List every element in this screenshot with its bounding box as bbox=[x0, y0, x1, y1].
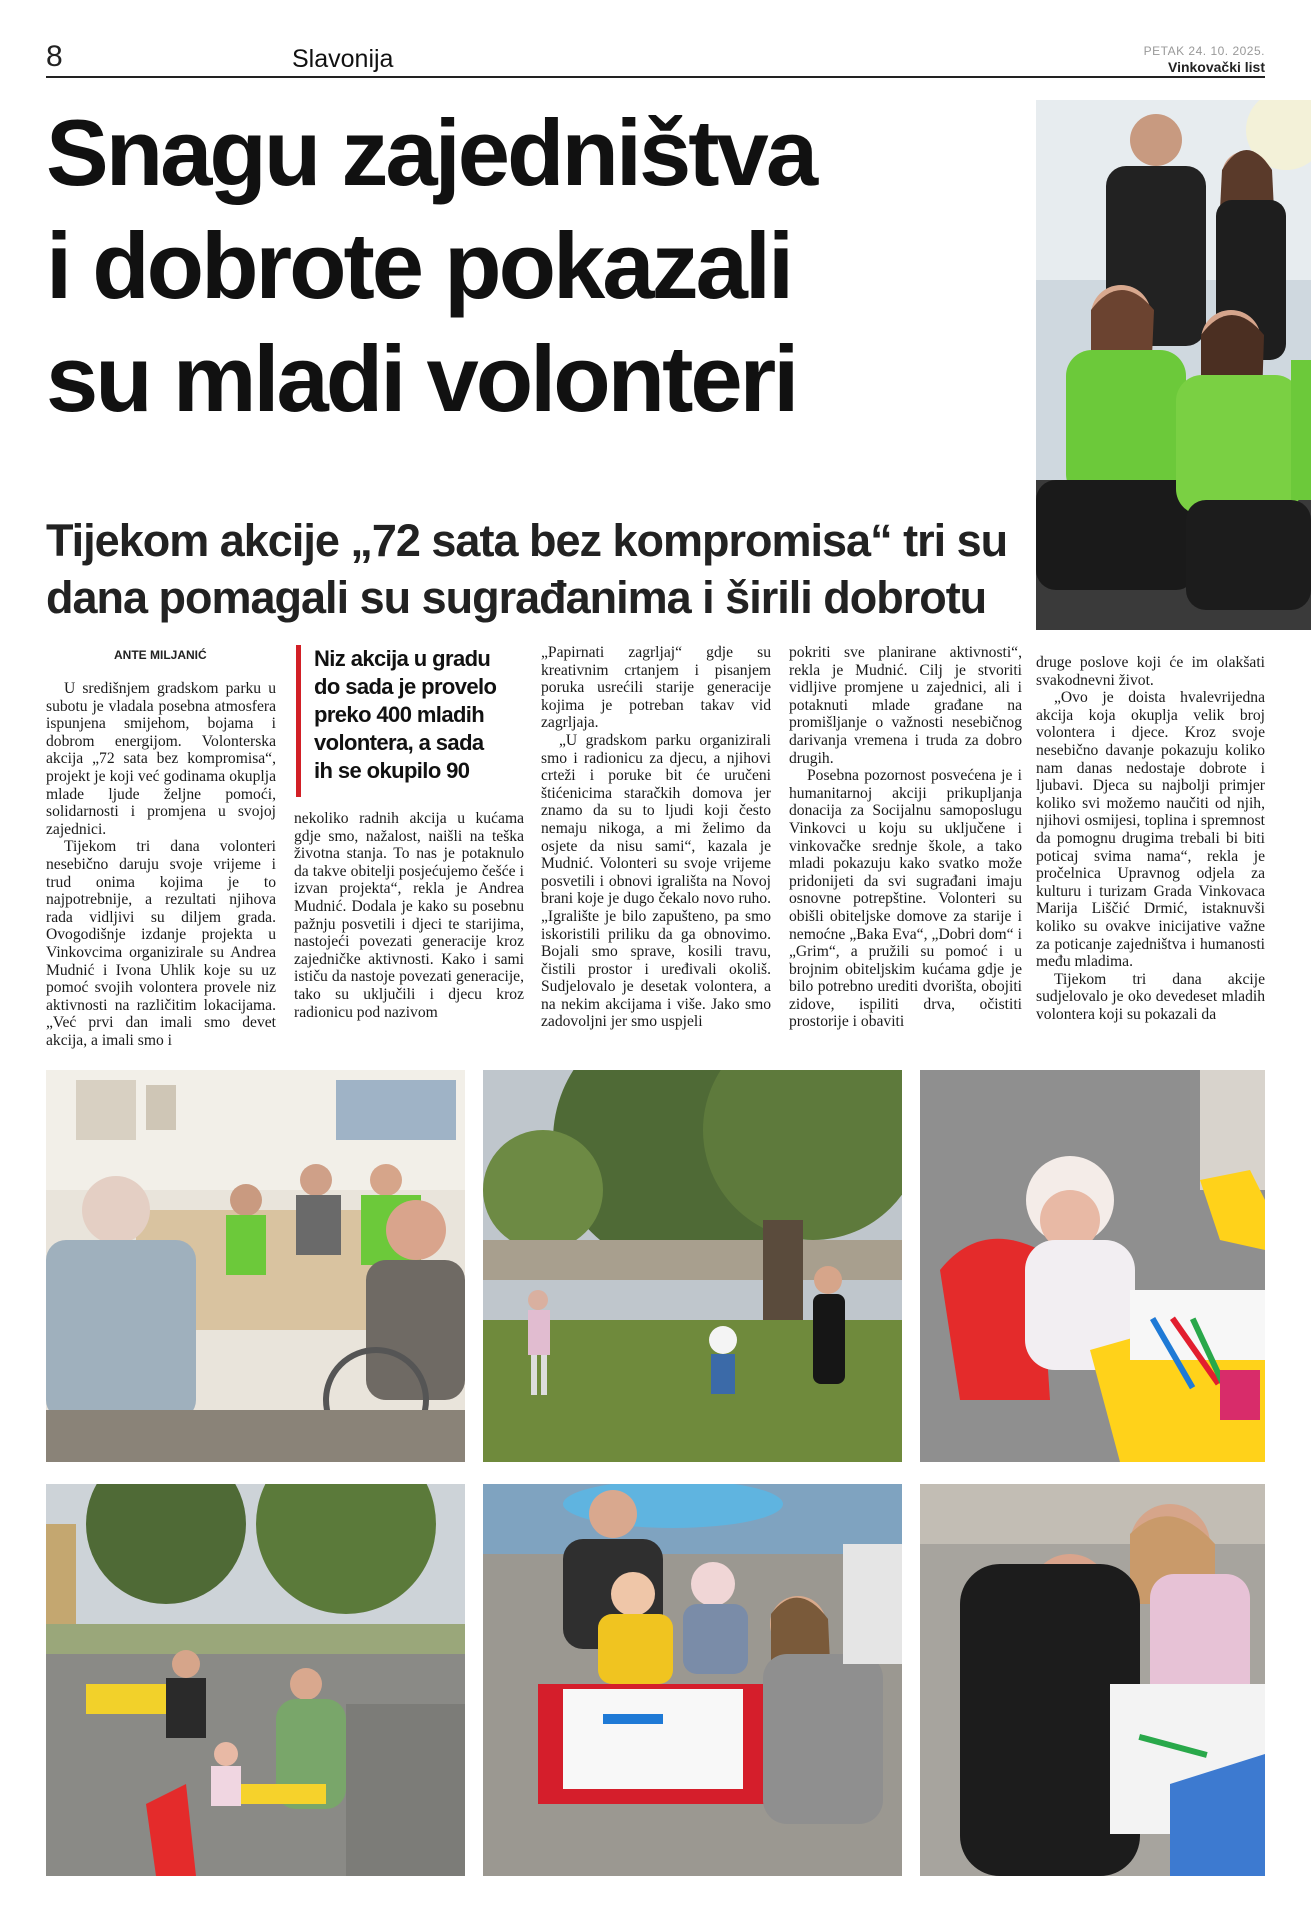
paragraph: druge poslove koji će im olakšati svakodnevni život. bbox=[1036, 654, 1265, 689]
paragraph: „Papirnati zagrljaj“ gdje su kreativnim crtanjem i pisanjem poruka usrećili starije generacije kojima je potreban takav vid zagrljaja. bbox=[541, 644, 771, 732]
article-column-2 bbox=[294, 810, 524, 1021]
pull-quote-line: do sada je provelo bbox=[314, 674, 497, 699]
child-drawing-photo bbox=[920, 1070, 1265, 1462]
article-headline bbox=[46, 96, 1026, 435]
headline-line: Snagu zajedništva bbox=[46, 100, 816, 205]
page-number: 8 bbox=[46, 40, 63, 73]
kids-drawing-table-photo bbox=[483, 1484, 902, 1876]
elderly-home-photo bbox=[46, 1070, 465, 1462]
paragraph: „Ovo je doista hvalevrijedna akcija koja okuplja velik broj volontera i djece. Kroz svoje nesebično davanje pokazuju koliko nam danas nedostaje dobrote i ljubavi. Djeca su najbolji primjer koliko svi možemo naučiti od njih, njihovi osmijesi, toplina i spremnost da pomognu drugima trebali bi biti poticaj svima nama“, rekla je pročelnica Upravnog odjela za kulturu i turizam Grada Vinkovaca Marija Liščić Drmić, istaknuvši koliko su ovakve inicijative važne za poticanje zajedništva i humanosti među mladima. bbox=[1036, 689, 1265, 971]
article-column-4 bbox=[789, 644, 1022, 1031]
pull-quote-line: ih se okupilo 90 bbox=[314, 758, 470, 783]
article-subtitle bbox=[46, 512, 1036, 626]
paragraph: pokriti sve planirane aktivnosti“, rekla je Mudnić. Cilj je stvoriti vidljive promjene u zajednici, ali i potaknuti mlade građane na promišljanje o važnosti nesebičnog darivanja vremena i truda za dobro drugih. bbox=[789, 644, 1022, 767]
subtitle-line: Tijekom akcije „72 sata bez kompromisa“ tri su bbox=[46, 515, 1008, 566]
park-workshop-photo bbox=[46, 1484, 465, 1876]
paragraph: nekoliko radnih akcija u kućama gdje smo, nažalost, naišli na teška životna stanja. To nas je potaknulo da takve obitelji posjećujemo češće i izvan projekta“, rekla je Andrea Mudnić. Dodala je kako su posebnu pažnju posvetili i djeci te starijima, nastojeći povezati generacije kroz zajedničke aktivnosti. Kako i sami ističu da nastoje povezati generacije, tako su uključili i djecu kroz radionicu pod nazivom bbox=[294, 810, 524, 1021]
park-children-photo bbox=[483, 1070, 902, 1462]
pull-quote-line: Niz akcija u gradu bbox=[314, 646, 491, 671]
paragraph: „U gradskom parku organizirali smo i radionicu za djecu, a njihovi crteži i poruke bit će uručeni štićenicima staračkih domova jer znamo da su to ljudi koji često nemaju nikoga, a mi želimo da osjete da nisu sami“, kazala je Mudnić. Volonteri su svoje vrijeme posvetili i obnovi igrališta na Novoj brani koje je dugo čekalo novo ruho. „Igralište je bilo zapušteno, pa smo iskoristili priliku da ga obnovimo. Bojali smo sprave, kosili travu, čistili prostor i uređivali okoliš. Sudjelovalo je desetak volontera, a na nekim akcijama i više. Jako smo zadovoljni jer smo uspjeli bbox=[541, 731, 771, 1031]
article-column-1 bbox=[46, 680, 276, 1049]
section-name: Slavonija bbox=[292, 45, 394, 73]
subtitle-line: dana pomagali su sugrađanima i širili dobrotu bbox=[46, 572, 987, 623]
headline-line: i dobrote pokazali bbox=[46, 213, 792, 318]
paragraph: Tijekom tri dana volonteri nesebično daruju svoje vrijeme i trud onima kojima je to najpotrebnije, a rezultati njihova rada vidljivi su diljem grada. Ovogodišnje izdanje projekta u Vinkovcima organizirale su Andrea Mudnić i Ivona Uhlik koje su uz pomoć svojih volontera provele niz aktivnosti na različitim lokacijama. „Već prvi dan imali smo devet akcija, a imali smo i bbox=[46, 838, 276, 1049]
pull-quote-line: preko 400 mladih bbox=[314, 702, 485, 727]
paragraph: U središnjem gradskom parku u subotu je vladala posebna atmosfera ispunjena smijehom, bojama i dobrom energijom. Volonterska akcija „72 sata bez kompromisa“, projekt je koji već godinama okuplja mlade ljude željne pomoći, solidarnosti i promjena u svojoj zajednici. bbox=[46, 680, 276, 838]
headline-line: su mladi volonteri bbox=[46, 326, 797, 431]
paragraph: Posebna pozornost posvećena je i humanitarnoj akciji prikupljanja donacija za Socijalnu samoposlugu Vinkovci u koju su uključene i vinkovačke srednje škole, a tako mladi pokazuju kako svatko može pridonijeti da svi sugrađani imaju osnovne potrepštine. Volonteri su obišli obiteljske domove za starije i nemoćne „Baka Eva“, „Dobri dom“ i „Grim“, a pružili su pomoć i u brojnim obiteljskim kućama gdje je bilo potrebno urediti dvorišta, obojiti zidove, ispiliti drva, očistiti prostorije i obaviti bbox=[789, 767, 1022, 1031]
newspaper-name: Vinkovački list bbox=[1167, 59, 1265, 75]
article-column-3 bbox=[541, 644, 771, 1031]
pull-quote-line: volontera, a sada bbox=[314, 730, 484, 755]
issue-date: PETAK 24. 10. 2025. bbox=[1143, 44, 1265, 58]
article-column-5 bbox=[1036, 654, 1265, 1023]
page-header bbox=[46, 40, 1265, 78]
volunteer-helping-child-photo bbox=[920, 1484, 1265, 1876]
volunteers-group-photo bbox=[1036, 100, 1311, 630]
pull-quote bbox=[296, 645, 524, 797]
paragraph: Tijekom tri dana akcije sudjelovalo je oko devedeset mladih volontera koji su pokazali da bbox=[1036, 970, 1265, 1023]
article-author: ANTE MILJANIĆ bbox=[114, 648, 207, 662]
